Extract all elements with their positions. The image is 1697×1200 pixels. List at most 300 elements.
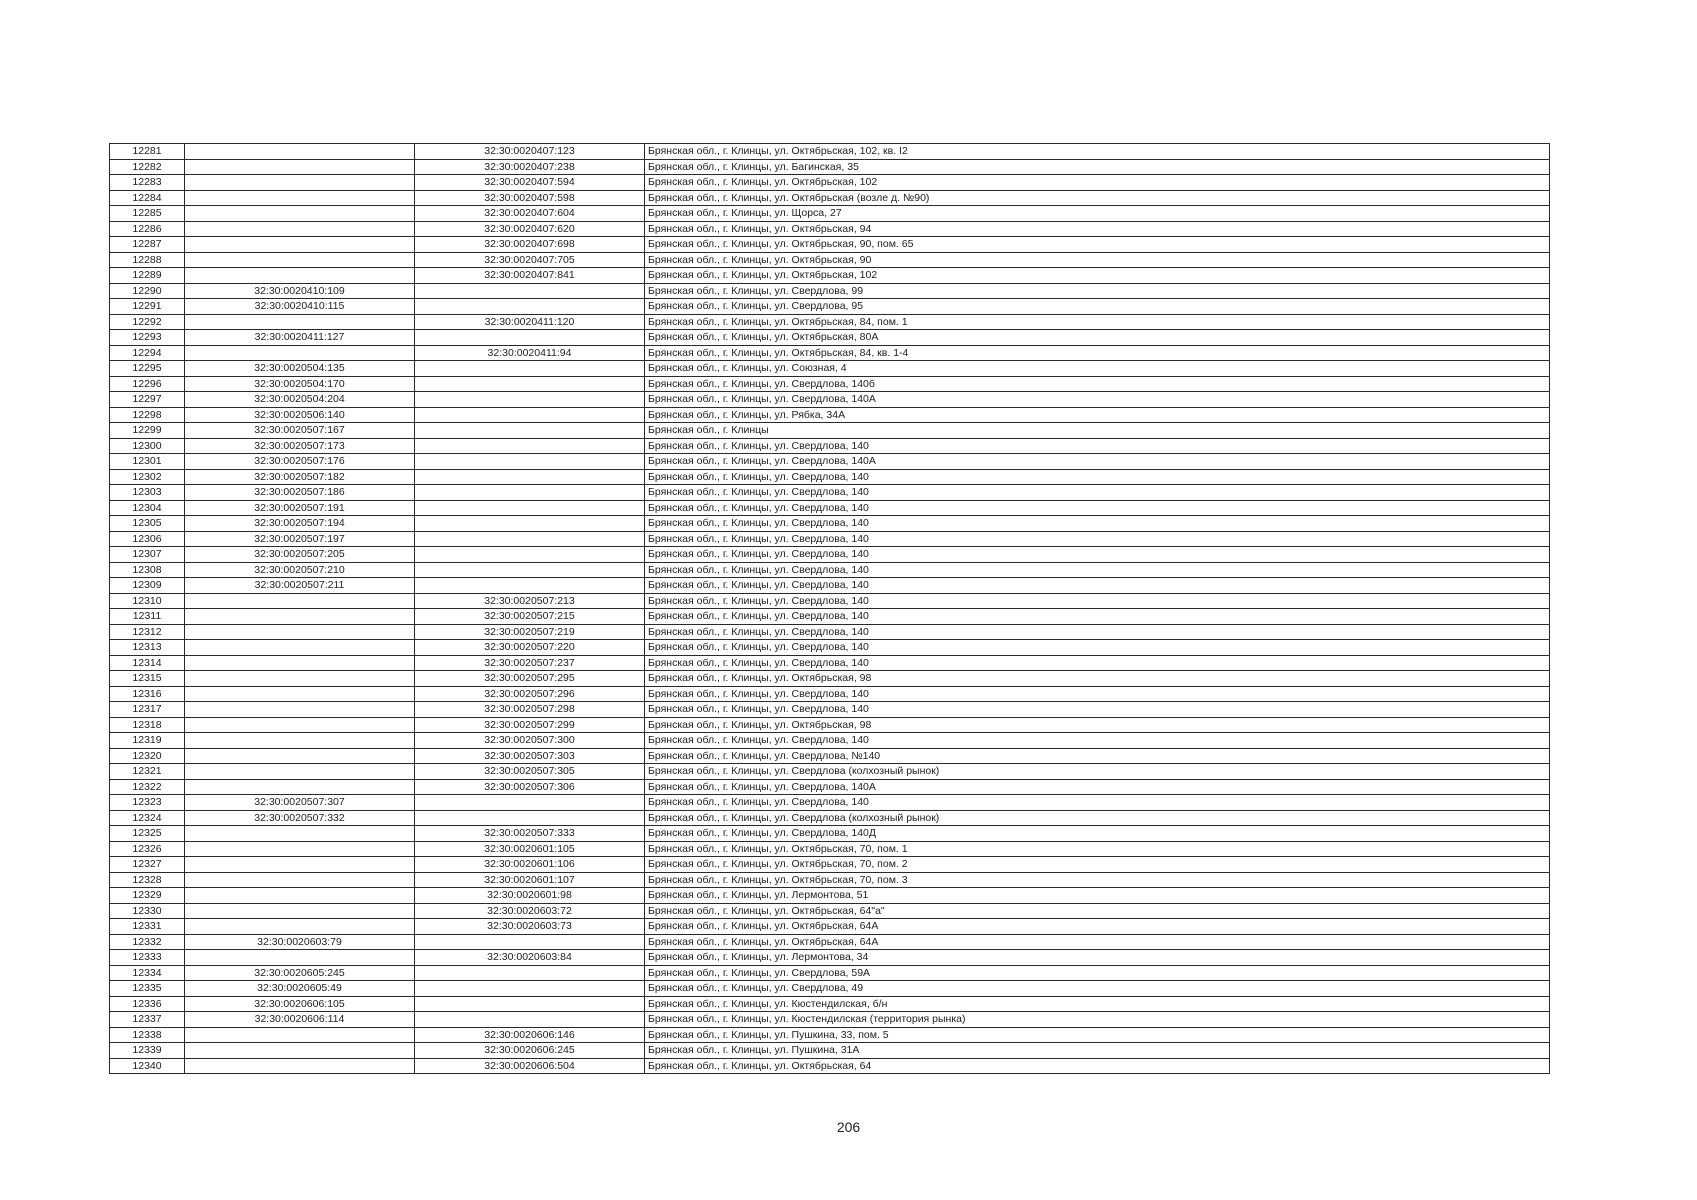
cadastral-number-cell bbox=[185, 345, 415, 361]
cadastral-number-alt-cell bbox=[415, 547, 645, 563]
cadastral-number-alt-cell bbox=[415, 531, 645, 547]
address-cell: Брянская обл., г. Клинцы, ул. Октябрьская, 94 bbox=[645, 221, 1550, 237]
cadastral-number-alt-cell: 32:30:0020507:219 bbox=[415, 624, 645, 640]
address-cell: Брянская обл., г. Клинцы, ул. Октябрьская, 90, пом. 65 bbox=[645, 237, 1550, 253]
cadastral-number-alt-cell: 32:30:0020507:300 bbox=[415, 733, 645, 749]
cadastral-number-alt-cell: 32:30:0020507:295 bbox=[415, 671, 645, 687]
row-number-cell: 12335 bbox=[110, 981, 185, 997]
row-number-cell: 12337 bbox=[110, 1012, 185, 1028]
table-row bbox=[110, 531, 1550, 547]
address-cell: Брянская обл., г. Клинцы, ул. Свердлова, 140 bbox=[645, 562, 1550, 578]
address-cell: Брянская обл., г. Клинцы, ул. Свердлова, 49 bbox=[645, 981, 1550, 997]
address-cell: Брянская обл., г. Клинцы, ул. Октябрьская, 84, кв. 1-4 bbox=[645, 345, 1550, 361]
table-row bbox=[110, 717, 1550, 733]
cadastral-number-alt-cell: 32:30:0020603:84 bbox=[415, 950, 645, 966]
cadastral-number-alt-cell: 32:30:0020507:305 bbox=[415, 764, 645, 780]
cadastral-number-cell: 32:30:0020504:135 bbox=[185, 361, 415, 377]
cadastral-number-alt-cell bbox=[415, 795, 645, 811]
cadastral-number-alt-cell: 32:30:0020407:841 bbox=[415, 268, 645, 284]
cadastral-number-alt-cell bbox=[415, 1012, 645, 1028]
table-row bbox=[110, 810, 1550, 826]
cadastral-number-cell bbox=[185, 826, 415, 842]
cadastral-number-alt-cell: 32:30:0020606:146 bbox=[415, 1027, 645, 1043]
cadastral-number-alt-cell bbox=[415, 810, 645, 826]
address-cell: Брянская обл., г. Клинцы, ул. Октябрьская, 64"а" bbox=[645, 903, 1550, 919]
address-cell: Брянская обл., г. Клинцы, ул. Багинская, 35 bbox=[645, 159, 1550, 175]
cadastral-number-alt-cell: 32:30:0020507:299 bbox=[415, 717, 645, 733]
cadastral-number-alt-cell bbox=[415, 981, 645, 997]
table-row bbox=[110, 469, 1550, 485]
address-cell: Брянская обл., г. Клинцы, ул. Свердлова, 140 bbox=[645, 593, 1550, 609]
cadastral-number-cell: 32:30:0020606:114 bbox=[185, 1012, 415, 1028]
cadastral-number-cell bbox=[185, 159, 415, 175]
row-number-cell: 12315 bbox=[110, 671, 185, 687]
cadastral-number-alt-cell bbox=[415, 376, 645, 392]
row-number-cell: 12316 bbox=[110, 686, 185, 702]
cadastral-number-cell bbox=[185, 686, 415, 702]
table-row bbox=[110, 361, 1550, 377]
row-number-cell: 12328 bbox=[110, 872, 185, 888]
row-number-cell: 12288 bbox=[110, 252, 185, 268]
address-cell: Брянская обл., г. Клинцы, ул. Октябрьская, 84, пом. 1 bbox=[645, 314, 1550, 330]
address-cell: Брянская обл., г. Клинцы, ул. Свердлова, 140А bbox=[645, 454, 1550, 470]
cadastral-number-cell bbox=[185, 237, 415, 253]
row-number-cell: 12339 bbox=[110, 1043, 185, 1059]
row-number-cell: 12331 bbox=[110, 919, 185, 935]
cadastral-number-cell bbox=[185, 221, 415, 237]
cadastral-number-cell bbox=[185, 314, 415, 330]
row-number-cell: 12317 bbox=[110, 702, 185, 718]
cadastral-number-cell: 32:30:0020507:307 bbox=[185, 795, 415, 811]
table-row bbox=[110, 516, 1550, 532]
cadastral-number-alt-cell: 32:30:0020601:106 bbox=[415, 857, 645, 873]
table-row bbox=[110, 655, 1550, 671]
cadastral-number-alt-cell: 32:30:0020507:213 bbox=[415, 593, 645, 609]
cadastral-number-alt-cell: 32:30:0020507:298 bbox=[415, 702, 645, 718]
cadastral-number-cell: 32:30:0020507:332 bbox=[185, 810, 415, 826]
row-number-cell: 12322 bbox=[110, 779, 185, 795]
cadastral-number-cell bbox=[185, 252, 415, 268]
address-cell: Брянская обл., г. Клинцы, ул. Свердлова, 140 bbox=[645, 578, 1550, 594]
row-number-cell: 12302 bbox=[110, 469, 185, 485]
table-row bbox=[110, 981, 1550, 997]
cadastral-number-cell: 32:30:0020507:167 bbox=[185, 423, 415, 439]
table-row bbox=[110, 423, 1550, 439]
table-row bbox=[110, 1043, 1550, 1059]
cadastral-number-cell: 32:30:0020410:109 bbox=[185, 283, 415, 299]
cadastral-number-cell: 32:30:0020507:191 bbox=[185, 500, 415, 516]
table-row bbox=[110, 500, 1550, 516]
row-number-cell: 12304 bbox=[110, 500, 185, 516]
address-cell: Брянская обл., г. Клинцы, ул. Октябрьская, 90 bbox=[645, 252, 1550, 268]
cadastral-number-alt-cell: 32:30:0020507:306 bbox=[415, 779, 645, 795]
cadastral-number-cell: 32:30:0020605:49 bbox=[185, 981, 415, 997]
cadastral-number-cell bbox=[185, 671, 415, 687]
row-number-cell: 12292 bbox=[110, 314, 185, 330]
table-row bbox=[110, 841, 1550, 857]
cadastral-number-cell: 32:30:0020507:205 bbox=[185, 547, 415, 563]
row-number-cell: 12308 bbox=[110, 562, 185, 578]
table-row bbox=[110, 872, 1550, 888]
cadastral-number-alt-cell bbox=[415, 330, 645, 346]
row-number-cell: 12333 bbox=[110, 950, 185, 966]
cadastral-number-cell bbox=[185, 624, 415, 640]
cadastral-number-alt-cell bbox=[415, 996, 645, 1012]
table-row bbox=[110, 221, 1550, 237]
table-row bbox=[110, 965, 1550, 981]
table-row bbox=[110, 175, 1550, 191]
cadastral-number-alt-cell bbox=[415, 283, 645, 299]
cadastral-number-cell: 32:30:0020504:204 bbox=[185, 392, 415, 408]
table-row bbox=[110, 283, 1550, 299]
row-number-cell: 12321 bbox=[110, 764, 185, 780]
address-cell: Брянская обл., г. Клинцы, ул. Свердлова, 140 bbox=[645, 609, 1550, 625]
address-cell: Брянская обл., г. Клинцы, ул. Свердлова, 140 bbox=[645, 469, 1550, 485]
address-cell: Брянская обл., г. Клинцы, ул. Кюстендилская (территория рынка) bbox=[645, 1012, 1550, 1028]
address-cell: Брянская обл., г. Клинцы, ул. Свердлова, 140А bbox=[645, 392, 1550, 408]
row-number-cell: 12294 bbox=[110, 345, 185, 361]
cadastral-number-alt-cell: 32:30:0020407:620 bbox=[415, 221, 645, 237]
cadastral-number-cell: 32:30:0020507:173 bbox=[185, 438, 415, 454]
address-cell: Брянская обл., г. Клинцы, ул. Лермонтова, 34 bbox=[645, 950, 1550, 966]
address-cell: Брянская обл., г. Клинцы, ул. Свердлова (колхозный рынок) bbox=[645, 810, 1550, 826]
table-row bbox=[110, 268, 1550, 284]
table-row bbox=[110, 857, 1550, 873]
address-cell: Брянская обл., г. Клинцы bbox=[645, 423, 1550, 439]
row-number-cell: 12305 bbox=[110, 516, 185, 532]
table-row bbox=[110, 237, 1550, 253]
cadastral-number-alt-cell: 32:30:0020601:98 bbox=[415, 888, 645, 904]
cadastral-number-alt-cell: 32:30:0020507:296 bbox=[415, 686, 645, 702]
address-cell: Брянская обл., г. Клинцы, ул. Щорса, 27 bbox=[645, 206, 1550, 222]
address-cell: Брянская обл., г. Клинцы, ул. Свердлова, 140Д bbox=[645, 826, 1550, 842]
address-cell: Брянская обл., г. Клинцы, ул. Свердлова, 140 bbox=[645, 500, 1550, 516]
address-cell: Брянская обл., г. Клинцы, ул. Свердлова, 140А bbox=[645, 779, 1550, 795]
cadastral-number-alt-cell bbox=[415, 516, 645, 532]
address-cell: Брянская обл., г. Клинцы, ул. Октябрьская, 70, пом. 1 bbox=[645, 841, 1550, 857]
row-number-cell: 12312 bbox=[110, 624, 185, 640]
address-cell: Брянская обл., г. Клинцы, ул. Октябрьская, 102 bbox=[645, 175, 1550, 191]
cadastral-number-alt-cell bbox=[415, 578, 645, 594]
row-number-cell: 12283 bbox=[110, 175, 185, 191]
table-row bbox=[110, 547, 1550, 563]
address-cell: Брянская обл., г. Клинцы, ул. Свердлова, 140 bbox=[645, 795, 1550, 811]
page-number: 206 bbox=[836, 1119, 861, 1135]
address-cell: Брянская обл., г. Клинцы, ул. Свердлова, №140 bbox=[645, 748, 1550, 764]
row-number-cell: 12318 bbox=[110, 717, 185, 733]
cadastral-number-alt-cell bbox=[415, 392, 645, 408]
row-number-cell: 12301 bbox=[110, 454, 185, 470]
row-number-cell: 12334 bbox=[110, 965, 185, 981]
row-number-cell: 12287 bbox=[110, 237, 185, 253]
address-cell: Брянская обл., г. Клинцы, ул. Свердлова, 140 bbox=[645, 640, 1550, 656]
address-cell: Брянская обл., г. Клинцы, ул. Свердлова, 99 bbox=[645, 283, 1550, 299]
table-row bbox=[110, 407, 1550, 423]
row-number-cell: 12282 bbox=[110, 159, 185, 175]
cadastral-number-alt-cell: 32:30:0020507:333 bbox=[415, 826, 645, 842]
row-number-cell: 12281 bbox=[110, 144, 185, 160]
table-row bbox=[110, 764, 1550, 780]
cadastral-number-cell bbox=[185, 206, 415, 222]
cadastral-number-cell bbox=[185, 655, 415, 671]
address-cell: Брянская обл., г. Клинцы, ул. Октябрьская (возле д. №90) bbox=[645, 190, 1550, 206]
table-row bbox=[110, 748, 1550, 764]
cadastral-number-cell: 32:30:0020507:210 bbox=[185, 562, 415, 578]
row-number-cell: 12290 bbox=[110, 283, 185, 299]
row-number-cell: 12340 bbox=[110, 1058, 185, 1074]
row-number-cell: 12303 bbox=[110, 485, 185, 501]
cadastral-number-cell bbox=[185, 748, 415, 764]
cadastral-number-alt-cell bbox=[415, 438, 645, 454]
cadastral-number-alt-cell: 32:30:0020407:698 bbox=[415, 237, 645, 253]
cadastral-number-cell bbox=[185, 903, 415, 919]
row-number-cell: 12319 bbox=[110, 733, 185, 749]
row-number-cell: 12307 bbox=[110, 547, 185, 563]
cadastral-number-alt-cell: 32:30:0020411:120 bbox=[415, 314, 645, 330]
address-cell: Брянская обл., г. Клинцы, ул. Октябрьская, 102, кв. I2 bbox=[645, 144, 1550, 160]
table-row bbox=[110, 1027, 1550, 1043]
cadastral-number-alt-cell bbox=[415, 407, 645, 423]
table-row bbox=[110, 314, 1550, 330]
row-number-cell: 12299 bbox=[110, 423, 185, 439]
cadastral-number-cell bbox=[185, 779, 415, 795]
cadastral-number-cell bbox=[185, 1058, 415, 1074]
row-number-cell: 12297 bbox=[110, 392, 185, 408]
cadastral-number-cell bbox=[185, 190, 415, 206]
cadastral-number-cell: 32:30:0020507:176 bbox=[185, 454, 415, 470]
address-cell: Брянская обл., г. Клинцы, ул. Пушкина, 33, пом. 5 bbox=[645, 1027, 1550, 1043]
address-cell: Брянская обл., г. Клинцы, ул. Свердлова, 140б bbox=[645, 376, 1550, 392]
cadastral-number-alt-cell: 32:30:0020407:705 bbox=[415, 252, 645, 268]
row-number-cell: 12298 bbox=[110, 407, 185, 423]
table-row bbox=[110, 252, 1550, 268]
cadastral-number-alt-cell: 32:30:0020507:303 bbox=[415, 748, 645, 764]
address-cell: Брянская обл., г. Клинцы, ул. Лермонтова, 51 bbox=[645, 888, 1550, 904]
cadastral-number-alt-cell: 32:30:0020407:123 bbox=[415, 144, 645, 160]
row-number-cell: 12338 bbox=[110, 1027, 185, 1043]
address-cell: Брянская обл., г. Клинцы, ул. Октябрьская, 64А bbox=[645, 919, 1550, 935]
row-number-cell: 12311 bbox=[110, 609, 185, 625]
cadastral-number-cell bbox=[185, 609, 415, 625]
table-row bbox=[110, 733, 1550, 749]
table-row bbox=[110, 485, 1550, 501]
address-cell: Брянская обл., г. Клинцы, ул. Свердлова, 95 bbox=[645, 299, 1550, 315]
row-number-cell: 12325 bbox=[110, 826, 185, 842]
table-row bbox=[110, 996, 1550, 1012]
address-cell: Брянская обл., г. Клинцы, ул. Октябрьская, 70, пом. 3 bbox=[645, 872, 1550, 888]
address-cell: Брянская обл., г. Клинцы, ул. Свердлова, 140 bbox=[645, 733, 1550, 749]
row-number-cell: 12313 bbox=[110, 640, 185, 656]
table-row bbox=[110, 795, 1550, 811]
row-number-cell: 12324 bbox=[110, 810, 185, 826]
cadastral-number-alt-cell bbox=[415, 454, 645, 470]
row-number-cell: 12326 bbox=[110, 841, 185, 857]
cadastral-number-alt-cell: 32:30:0020407:594 bbox=[415, 175, 645, 191]
table-row bbox=[110, 903, 1550, 919]
cadastral-number-cell bbox=[185, 268, 415, 284]
address-cell: Брянская обл., г. Клинцы, ул. Союзная, 4 bbox=[645, 361, 1550, 377]
address-cell: Брянская обл., г. Клинцы, ул. Кюстендилская, б/н bbox=[645, 996, 1550, 1012]
address-cell: Брянская обл., г. Клинцы, ул. Свердлова, 140 bbox=[645, 485, 1550, 501]
address-cell: Брянская обл., г. Клинцы, ул. Свердлова, 140 bbox=[645, 702, 1550, 718]
cadastral-number-alt-cell bbox=[415, 485, 645, 501]
cadastral-number-cell: 32:30:0020504:170 bbox=[185, 376, 415, 392]
address-cell: Брянская обл., г. Клинцы, ул. Свердлова, 140 bbox=[645, 516, 1550, 532]
table-row bbox=[110, 438, 1550, 454]
cadastral-number-cell bbox=[185, 841, 415, 857]
cadastral-number-cell bbox=[185, 640, 415, 656]
cadastral-number-cell: 32:30:0020507:186 bbox=[185, 485, 415, 501]
table-row bbox=[110, 454, 1550, 470]
table-row bbox=[110, 779, 1550, 795]
table-row bbox=[110, 624, 1550, 640]
table-row bbox=[110, 934, 1550, 950]
row-number-cell: 12296 bbox=[110, 376, 185, 392]
row-number-cell: 12293 bbox=[110, 330, 185, 346]
cadastral-number-alt-cell bbox=[415, 934, 645, 950]
row-number-cell: 12336 bbox=[110, 996, 185, 1012]
row-number-cell: 12295 bbox=[110, 361, 185, 377]
address-cell: Брянская обл., г. Клинцы, ул. Октябрьская, 64 bbox=[645, 1058, 1550, 1074]
row-number-cell: 12289 bbox=[110, 268, 185, 284]
cadastral-number-cell: 32:30:0020603:79 bbox=[185, 934, 415, 950]
address-cell: Брянская обл., г. Клинцы, ул. Октябрьская, 98 bbox=[645, 717, 1550, 733]
row-number-cell: 12332 bbox=[110, 934, 185, 950]
table-row bbox=[110, 919, 1550, 935]
address-cell: Брянская обл., г. Клинцы, ул. Свердлова, 140 bbox=[645, 686, 1550, 702]
cadastral-number-alt-cell: 32:30:0020603:73 bbox=[415, 919, 645, 935]
cadastral-number-alt-cell: 32:30:0020507:220 bbox=[415, 640, 645, 656]
cadastral-number-alt-cell: 32:30:0020601:105 bbox=[415, 841, 645, 857]
cadastral-number-cell bbox=[185, 919, 415, 935]
cadastral-number-cell bbox=[185, 872, 415, 888]
row-number-cell: 12330 bbox=[110, 903, 185, 919]
cadastral-number-alt-cell: 32:30:0020407:238 bbox=[415, 159, 645, 175]
table-row bbox=[110, 950, 1550, 966]
row-number-cell: 12285 bbox=[110, 206, 185, 222]
cadastral-number-cell bbox=[185, 1027, 415, 1043]
table-row bbox=[110, 392, 1550, 408]
table-row bbox=[110, 826, 1550, 842]
row-number-cell: 12309 bbox=[110, 578, 185, 594]
cadastral-number-alt-cell: 32:30:0020407:598 bbox=[415, 190, 645, 206]
cadastral-number-alt-cell: 32:30:0020606:504 bbox=[415, 1058, 645, 1074]
row-number-cell: 12314 bbox=[110, 655, 185, 671]
address-cell: Брянская обл., г. Клинцы, ул. Свердлова, 140 bbox=[645, 438, 1550, 454]
address-cell: Брянская обл., г. Клинцы, ул. Свердлова, 59А bbox=[645, 965, 1550, 981]
table-row bbox=[110, 686, 1550, 702]
cadastral-number-cell bbox=[185, 717, 415, 733]
cadastral-number-alt-cell: 32:30:0020507:215 bbox=[415, 609, 645, 625]
cadastral-number-alt-cell bbox=[415, 299, 645, 315]
cadastral-number-cell bbox=[185, 593, 415, 609]
cadastral-number-cell: 32:30:0020605:245 bbox=[185, 965, 415, 981]
row-number-cell: 12306 bbox=[110, 531, 185, 547]
cadastral-number-alt-cell: 32:30:0020606:245 bbox=[415, 1043, 645, 1059]
address-cell: Брянская обл., г. Клинцы, ул. Октябрьская, 102 bbox=[645, 268, 1550, 284]
cadastral-number-alt-cell: 32:30:0020411:94 bbox=[415, 345, 645, 361]
cadastral-number-alt-cell bbox=[415, 469, 645, 485]
cadastral-number-alt-cell bbox=[415, 562, 645, 578]
table-row bbox=[110, 159, 1550, 175]
cadastral-number-alt-cell: 32:30:0020407:604 bbox=[415, 206, 645, 222]
address-cell: Брянская обл., г. Клинцы, ул. Октябрьская, 80А bbox=[645, 330, 1550, 346]
table-row bbox=[110, 206, 1550, 222]
table-row bbox=[110, 593, 1550, 609]
table-row bbox=[110, 345, 1550, 361]
cadastral-number-cell bbox=[185, 764, 415, 780]
property-register-table bbox=[109, 143, 1550, 1074]
table-row bbox=[110, 640, 1550, 656]
cadastral-number-cell bbox=[185, 857, 415, 873]
cadastral-number-alt-cell: 32:30:0020603:72 bbox=[415, 903, 645, 919]
table-row bbox=[110, 330, 1550, 346]
table-row bbox=[110, 578, 1550, 594]
address-cell: Брянская обл., г. Клинцы, ул. Свердлова, 140 bbox=[645, 624, 1550, 640]
table-row bbox=[110, 1058, 1550, 1074]
cadastral-number-cell bbox=[185, 144, 415, 160]
row-number-cell: 12310 bbox=[110, 593, 185, 609]
row-number-cell: 12323 bbox=[110, 795, 185, 811]
table-row bbox=[110, 299, 1550, 315]
address-cell: Брянская обл., г. Клинцы, ул. Свердлова (колхозный рынок) bbox=[645, 764, 1550, 780]
cadastral-number-alt-cell: 32:30:0020601:107 bbox=[415, 872, 645, 888]
table-row bbox=[110, 376, 1550, 392]
cadastral-number-cell: 32:30:0020507:194 bbox=[185, 516, 415, 532]
table-row bbox=[110, 190, 1550, 206]
cadastral-number-cell bbox=[185, 733, 415, 749]
table-row bbox=[110, 609, 1550, 625]
row-number-cell: 12300 bbox=[110, 438, 185, 454]
cadastral-number-cell: 32:30:0020507:211 bbox=[185, 578, 415, 594]
cadastral-number-cell: 32:30:0020606:105 bbox=[185, 996, 415, 1012]
address-cell: Брянская обл., г. Клинцы, ул. Октябрьская, 70, пом. 2 bbox=[645, 857, 1550, 873]
row-number-cell: 12284 bbox=[110, 190, 185, 206]
row-number-cell: 12320 bbox=[110, 748, 185, 764]
cadastral-number-alt-cell bbox=[415, 965, 645, 981]
cadastral-number-cell: 32:30:0020411:127 bbox=[185, 330, 415, 346]
cadastral-number-cell: 32:30:0020507:182 bbox=[185, 469, 415, 485]
table-row bbox=[110, 144, 1550, 160]
table-row bbox=[110, 1012, 1550, 1028]
cadastral-number-cell: 32:30:0020506:140 bbox=[185, 407, 415, 423]
cadastral-number-cell bbox=[185, 1043, 415, 1059]
cadastral-number-alt-cell bbox=[415, 423, 645, 439]
row-number-cell: 12291 bbox=[110, 299, 185, 315]
register-body bbox=[110, 144, 1550, 1074]
cadastral-number-cell: 32:30:0020507:197 bbox=[185, 531, 415, 547]
row-number-cell: 12327 bbox=[110, 857, 185, 873]
table-row bbox=[110, 888, 1550, 904]
cadastral-number-alt-cell bbox=[415, 500, 645, 516]
address-cell: Брянская обл., г. Клинцы, ул. Октябрьская, 64А bbox=[645, 934, 1550, 950]
address-cell: Брянская обл., г. Клинцы, ул. Рябка, 34А bbox=[645, 407, 1550, 423]
address-cell: Брянская обл., г. Клинцы, ул. Свердлова, 140 bbox=[645, 547, 1550, 563]
cadastral-number-alt-cell: 32:30:0020507:237 bbox=[415, 655, 645, 671]
cadastral-number-alt-cell bbox=[415, 361, 645, 377]
address-cell: Брянская обл., г. Клинцы, ул. Свердлова, 140 bbox=[645, 531, 1550, 547]
row-number-cell: 12329 bbox=[110, 888, 185, 904]
table-row bbox=[110, 702, 1550, 718]
table-row bbox=[110, 562, 1550, 578]
cadastral-number-cell bbox=[185, 888, 415, 904]
row-number-cell: 12286 bbox=[110, 221, 185, 237]
cadastral-number-cell bbox=[185, 175, 415, 191]
cadastral-number-cell bbox=[185, 950, 415, 966]
address-cell: Брянская обл., г. Клинцы, ул. Пушкина, 31А bbox=[645, 1043, 1550, 1059]
cadastral-number-cell bbox=[185, 702, 415, 718]
address-cell: Брянская обл., г. Клинцы, ул. Октябрьская, 98 bbox=[645, 671, 1550, 687]
